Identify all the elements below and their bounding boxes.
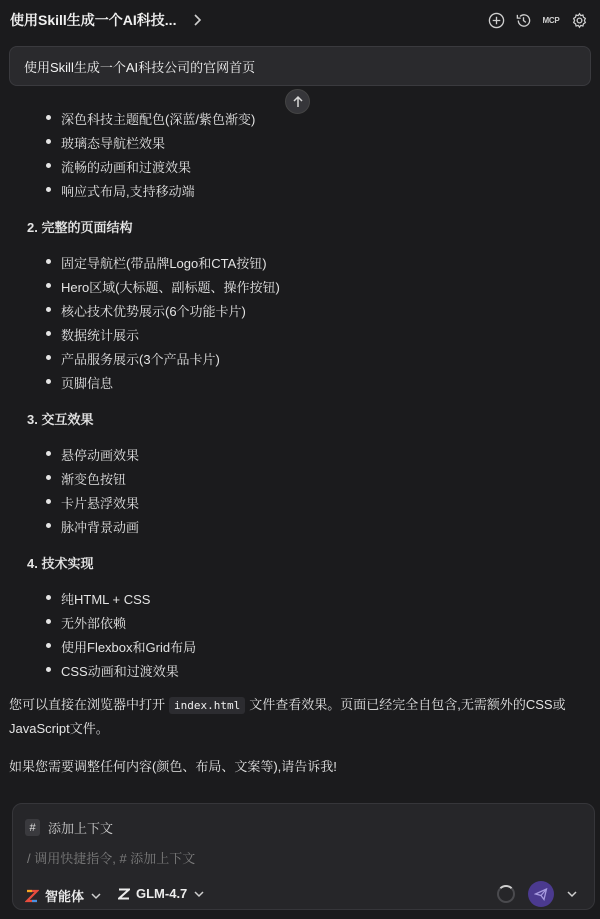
section-heading: 2. 完整的页面结构: [27, 220, 133, 235]
list-item: 卡片悬浮效果: [61, 493, 139, 512]
user-query-text: 使用Skill生成一个AI科技公司的官网首页: [24, 59, 256, 75]
header: [0, 0, 600, 40]
list-item: 页脚信息: [61, 373, 113, 392]
section-heading: 3. 交互效果: [27, 412, 94, 427]
paragraph-text: 您可以直接在浏览器中打开: [9, 697, 166, 712]
composer: [12, 803, 595, 910]
list-item: 核心技术优势展示(6个功能卡片): [61, 301, 246, 320]
paragraph-text: 文件查看效果。页面已经完全自包含,无需额外的CSS或JavaScript文件。: [9, 697, 566, 736]
chevron-down-icon[interactable]: [566, 888, 578, 900]
list-item: 纯HTML + CSS: [61, 589, 150, 608]
inline-code: index.html: [169, 697, 245, 714]
list-item: Hero区域(大标题、副标题、操作按钮): [61, 277, 280, 296]
history-icon[interactable]: [514, 11, 532, 29]
chevron-right-icon[interactable]: [190, 13, 204, 27]
send-button[interactable]: [528, 881, 554, 907]
mcp-icon[interactable]: MCP: [542, 15, 560, 25]
list-item: 产品服务展示(3个产品卡片): [61, 349, 220, 368]
list-item: 脉冲背景动画: [61, 517, 139, 536]
arrow-up-icon: [291, 95, 305, 109]
list-item: 玻璃态导航栏效果: [61, 133, 165, 152]
send-icon: [534, 887, 548, 901]
hash-icon: #: [25, 819, 40, 836]
paragraph: 如果您需要调整任何内容(颜色、布局、文案等),请告诉我!: [9, 759, 337, 774]
list-item: 无外部依赖: [61, 613, 126, 632]
list-item: 深色科技主题配色(深蓝/紫色渐变): [61, 109, 255, 128]
user-query[interactable]: [9, 46, 591, 86]
list-item: 使用Flexbox和Grid布局: [61, 637, 196, 656]
loading-spinner-icon: [497, 885, 515, 903]
model-selector[interactable]: [118, 886, 205, 901]
add-chat-icon[interactable]: [487, 11, 505, 29]
list-item: CSS动画和过渡效果: [61, 661, 179, 680]
conversation-title[interactable]: 使用Skill生成一个AI科技...: [10, 12, 177, 28]
list-item: 数据统计展示: [61, 325, 139, 344]
chevron-down-icon: [90, 890, 102, 902]
section-heading: 4. 技术实现: [27, 556, 94, 571]
message-input[interactable]: [25, 850, 565, 867]
paragraph: [9, 693, 584, 740]
header-actions: [487, 11, 588, 29]
agent-logo-icon: [25, 889, 39, 903]
agent-label: 智能体: [45, 889, 85, 904]
add-context-label: 添加上下文: [48, 821, 114, 836]
list-item: 响应式布局,支持移动端: [61, 181, 195, 200]
model-label: GLM-4.7: [136, 886, 188, 901]
add-context-button[interactable]: [25, 818, 113, 837]
list-item: 流畅的动画和过渡效果: [61, 157, 191, 176]
agent-selector[interactable]: [25, 886, 102, 905]
list-item: 渐变色按钮: [61, 469, 126, 488]
scroll-to-top-button[interactable]: [285, 89, 310, 114]
list-item: 固定导航栏(带品牌Logo和CTA按钮): [61, 253, 267, 272]
settings-icon[interactable]: [570, 11, 588, 29]
chevron-down-icon: [193, 888, 205, 900]
list-item: 悬停动画效果: [61, 445, 139, 464]
zhipu-logo-icon: [118, 888, 130, 900]
